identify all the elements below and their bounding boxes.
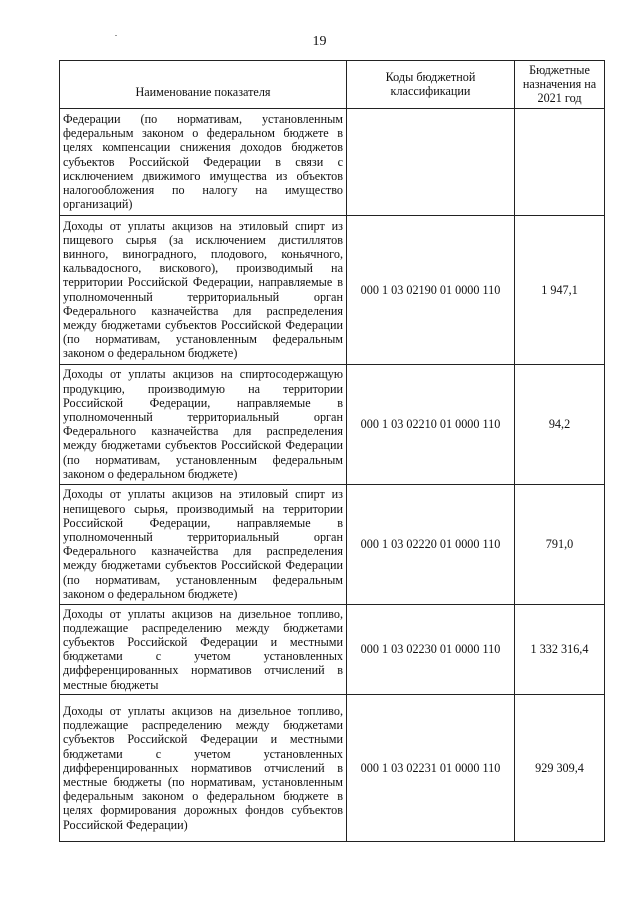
- row-name: Доходы от уплаты акцизов на этиловый спирт из пищевого сырья (за исключением дистиллятов винного, виноградного, плодового, коньячного, кальвадосного, вискового), производимый на территории Российской Федерации, направляемые в уполномоченный территориальный орган Федерального казначейства для распределения между бюджетами субъектов Российской Федерации (по нормативам, установленным федеральным законом о федеральном бюджете): [60, 215, 347, 364]
- row-name: Доходы от уплаты акцизов на дизельное топливо, подлежащие распределению между бюджетами субъектов Российской Федерации и местными бюджетами с учетом установленных дифференцированных нормативов отчислений в местные бюджеты (по нормативам, установленным федеральным законом о федеральном бюджете в целях формирования дорожных фондов субъектов Российской Федерации): [60, 694, 347, 841]
- row-amount: 1 947,1: [515, 215, 605, 364]
- row-code: [347, 108, 515, 215]
- row-code: 000 1 03 02190 01 0000 110: [347, 215, 515, 364]
- row-code: 000 1 03 02210 01 0000 110: [347, 364, 515, 484]
- table-row: [60, 215, 605, 364]
- row-name: Доходы от уплаты акцизов на дизельное топливо, подлежащие распределению между бюджетами субъектов Российской Федерации и местными бюджетами с учетом установленных дифференцированных нормативов отчислений в местные бюджеты: [60, 604, 347, 694]
- row-amount: 929 309,4: [515, 694, 605, 841]
- table-row: [60, 604, 605, 694]
- row-code: 000 1 03 02220 01 0000 110: [347, 484, 515, 604]
- row-code: 000 1 03 02230 01 0000 110: [347, 604, 515, 694]
- row-amount: 94,2: [515, 364, 605, 484]
- table-row: [60, 108, 605, 215]
- table-header-row: [60, 61, 605, 109]
- row-amount: 791,0: [515, 484, 605, 604]
- header-budget-amount: Бюджетные назначения на 2021 год: [515, 61, 605, 109]
- budget-table: [59, 60, 605, 842]
- row-name: Доходы от уплаты акцизов на этиловый спирт из непищевого сырья, производимый на территории Российской Федерации, направляемые в уполномоченный территориальный орган Федерального казначейства для распределения между бюджетами субъектов Российской Федерации (по нормативам, установленным федеральным законом о федеральном бюджете): [60, 484, 347, 604]
- table-row: [60, 484, 605, 604]
- row-name: Федерации (по нормативам, установленным федеральным законом о федеральном бюджете в целях компенсации снижения доходов бюджетов субъектов Российской Федерации в связи с исключением движимого имущества из объектов налогообложения по налогу на имущество организаций): [60, 108, 347, 215]
- table-row: [60, 694, 605, 841]
- table-row: [60, 364, 605, 484]
- page-number: 19: [312, 34, 327, 49]
- row-code: 000 1 03 02231 01 0000 110: [347, 694, 515, 841]
- header-indicator-name: Наименование показателя: [60, 61, 347, 109]
- row-amount: [515, 108, 605, 215]
- header-budget-codes: Коды бюджетной классификации: [347, 61, 515, 109]
- row-amount: 1 332 316,4: [515, 604, 605, 694]
- row-name: Доходы от уплаты акцизов на спиртосодержащую продукцию, производимую на территории Российской Федерации, направляемые в уполномоченный территориальный орган Федерального казначейства для распределения между бюджетами субъектов Российской Федерации (по нормативам, установленным федеральным законом о федеральном бюджете): [60, 364, 347, 484]
